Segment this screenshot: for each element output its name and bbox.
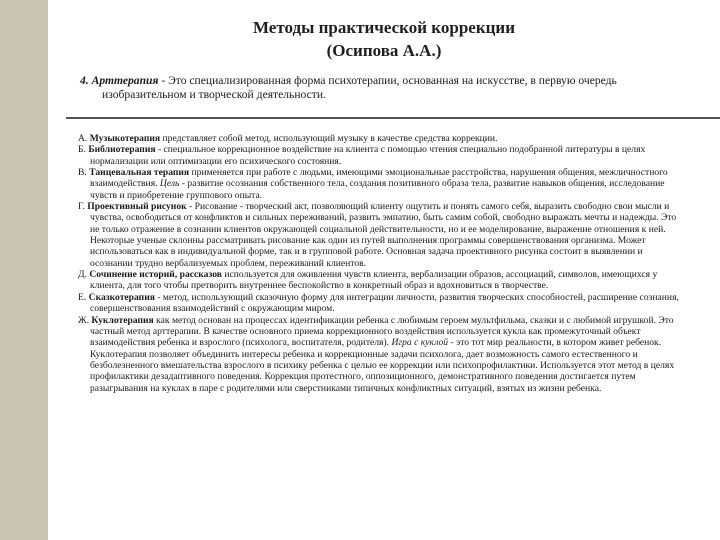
left-decorative-bar (0, 0, 48, 540)
method-item-music (78, 133, 680, 144)
item-term: Сказкотерапия (88, 291, 155, 303)
item-italic: Игра с куклой (391, 337, 449, 349)
title-line-1: Методы практической коррекции (252, 18, 516, 37)
item-text: используется для оживления чувств клиента, вербализации образов, ассоциаций, символов, имеющихся у клиента, для того чтобы претворить внутреннее беспокойство в конкретный образ и вдохновиться в творчестве. (90, 269, 658, 292)
item-prefix: Д. (78, 269, 90, 281)
item-term: Куклотерапия (91, 314, 154, 326)
item-term: Проективный рисунок (87, 201, 187, 213)
item-text: - метод, использующий сказочную форму для интеграции личности, развития творческих способностей, расширение сознания, совершенствования взаимодействий с окружающим миром. (90, 291, 679, 315)
item-prefix: Б. (78, 144, 89, 156)
method-item-puppet (78, 315, 680, 394)
intro-text: - Это специализированная форма психотерапии, основанная на искусстве, в первую очередь изобразительном и творческой деятельности. (102, 74, 617, 101)
item-text: представляет собой метод, использующий музыку в качестве средства коррекции. (160, 133, 498, 144)
item-text: применяется при работе с людьми, имеющими эмоциональные расстройства, нарушения общения, межличностного взаимодействия. (90, 167, 668, 190)
item-prefix: Е. (78, 291, 89, 303)
intro-lead: 4. Арттерапия (80, 74, 159, 87)
item-text-continued: - это тот мир реальности, в котором живет ребенок. Куклотерапия позволяет объединить интересы ребенка и коррекционные задачи психолога, дает возможность самого естественного и безболезненного вмешательства взрослого в психику ребенка с целью ее коррекции или психопрофилактики. Используется этот метод в целях профилактики дезадаптивного поведения. Коррекция протестного, оппозиционного, демонстративного поведения достигается путем разыгрывания на куклах в паре с родителями или сверстниками типичных конфликтных ситуаций, взятых из жизни ребенка. (90, 337, 675, 394)
method-item-drawing (78, 201, 680, 269)
method-item-dance (78, 167, 680, 201)
item-term: Музыкотерапия (89, 133, 161, 144)
item-italic: Цель (159, 178, 180, 190)
item-text: как метод основан на процессах идентификации ребенка с любимым героем мультфильма, сказки и с любимой игрушкой. Это частный метод арттерапии. В качестве основного приема коррекционного воздействия используется кукла как промежуточный объект взаимодействия ребенка и взрослого (психолога, воспитателя, родителя). (90, 314, 674, 349)
item-term: Танцевальная терапия (89, 167, 190, 179)
method-item-fairytale (78, 292, 680, 315)
method-item-stories (78, 269, 680, 292)
slide-title (48, 16, 720, 62)
item-text-continued: - развитие осознания собственного тела, создания позитивного образа тела, развитие навыков общения, исследование чувств и приобретение группового опыта. (90, 178, 665, 201)
item-prefix: Ж. (78, 314, 92, 326)
item-prefix: А. (78, 133, 90, 144)
item-term: Библиотерапия (88, 144, 156, 156)
item-prefix: В. (78, 167, 90, 179)
method-item-biblio (78, 144, 680, 167)
item-text: - Рисование - творческий акт, позволяющий клиенту ощутить и понять самого себя, выразить свободно свои мысли и чувства, освободиться от конфликтов и сильных переживаний, развить эмпатию, быть самим собой, свободно выражать мечты и надежды. Это не только отражение в сознании клиентов окружающей социальной действительности, но и ее моделирование, выражение отношения к ней. Некоторые ученые склонны рассматривать рисование как один из путей выполнения программы совершенствования организма. Может использоваться как в индивидуальной форме, так и в групповой работе. Основная задача проективного рисунка состоит в выявлении и осознании трудно вербализуемых проблем, переживаний клиентов. (90, 201, 677, 269)
item-term: Сочинение историй, рассказов (89, 269, 222, 281)
title-line-2: (Осипова А.А.) (326, 41, 442, 60)
intro-paragraph (80, 74, 676, 102)
item-text: - специальное коррекционное воздействие на клиента с помощью чтения специально подобранной литературы в целях нормализации или оптимизации его психического состояния. (90, 144, 646, 167)
section-divider (66, 117, 720, 119)
item-prefix: Г. (78, 201, 88, 213)
methods-list (78, 133, 680, 394)
